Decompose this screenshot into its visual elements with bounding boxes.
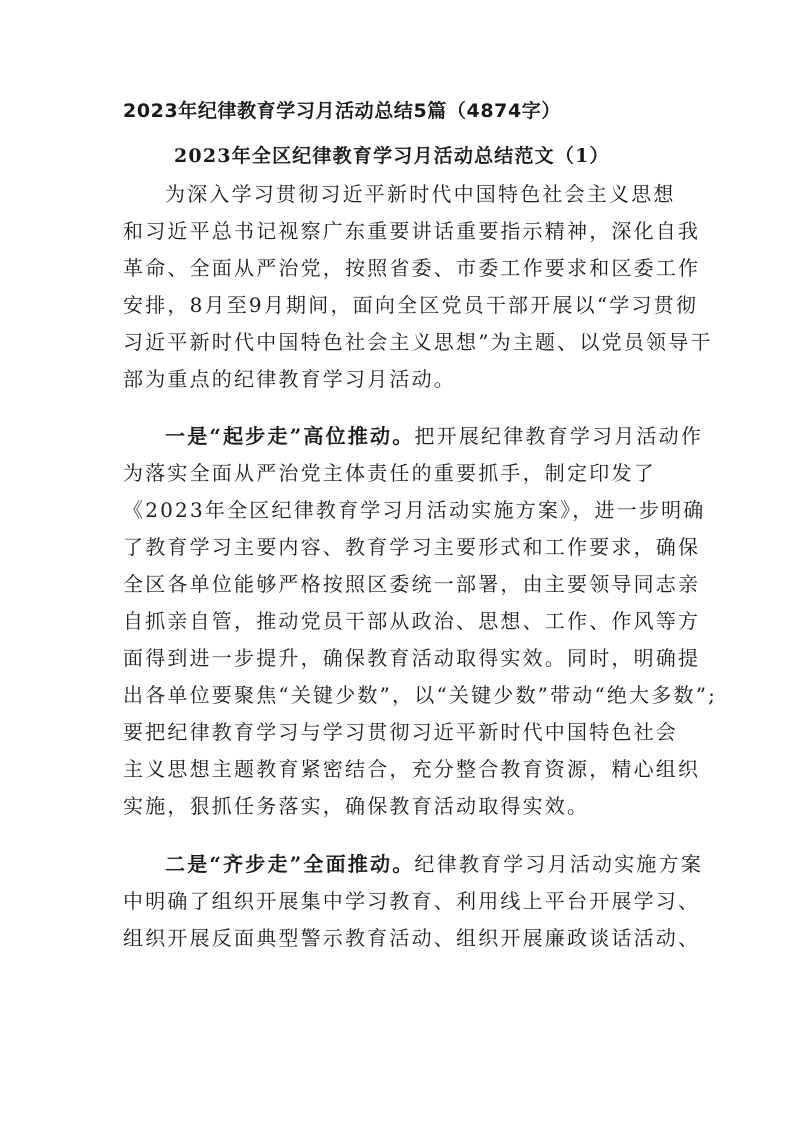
paragraph2-line: 主义思想主题教育紧密结合，充分整合教育资源，精心组织 — [123, 757, 701, 781]
paragraph3-line: 组织开展反面典型警示教育活动、组织开展廉政谈话活动、 — [123, 926, 701, 950]
document-subtitle: 2023年全区纪律教育学习月活动总结范文（1） — [174, 145, 610, 167]
paragraph2-line: 《2023年全区纪律教育学习月活动实施方案》，进一步明确 — [123, 498, 706, 522]
paragraph2-line: 全区各单位能够严格按照区委统一部署，由主要领导同志亲 — [123, 572, 701, 596]
paragraph1-line: 安排，8月至9月期间，面向全区党员干部开展以“学习贯彻 — [123, 293, 699, 317]
paragraph1-line: 和习近平总书记视察广东重要讲话重要指示精神，深化自我 — [123, 219, 701, 243]
paragraph3-heading: 二是“齐步走”全面推动。 — [165, 852, 415, 876]
paragraph2-line: 面得到进一步提升，确保教育活动取得实效。同时，明确提 — [123, 646, 701, 670]
paragraph2-first-line — [165, 424, 703, 448]
paragraph3-first-line-rest: 纪律教育学习月活动实施方案 — [414, 852, 704, 876]
paragraph3-line: 中明确了组织开展集中学习教育、利用线上平台开展学习、 — [123, 889, 701, 913]
paragraph3-first-line — [165, 852, 703, 876]
paragraph2-heading: 一是“起步走”高位推动。 — [165, 424, 415, 448]
paragraph2-line: 为落实全面从严治党主体责任的重要抓手，制定印发了 — [123, 461, 656, 485]
paragraph1-line: 部为重点的纪律教育学习月活动。 — [123, 367, 456, 391]
paragraph2-line: 自抓亲自管，推动党员干部从政治、思想、工作、作风等方 — [123, 609, 701, 633]
paragraph2-first-line-rest: 把开展纪律教育学习月活动作 — [414, 424, 704, 448]
document-title: 2023年纪律教育学习月活动总结5篇（4874字） — [123, 100, 561, 122]
paragraph2-line: 出各单位要聚焦“关键少数”，以“关键少数”带动“绝大多数”; — [123, 683, 718, 707]
paragraph2-line: 了教育学习主要内容、教育学习主要形式和工作要求，确保 — [123, 535, 701, 559]
paragraph1-line: 为深入学习贯彻习近平新时代中国特色社会主义思想 — [165, 182, 676, 206]
paragraph2-line: 实施，狠抓任务落实，确保教育活动取得实效。 — [123, 794, 590, 818]
paragraph1-line: 革命、全面从严治党，按照省委、市委工作要求和区委工作 — [123, 256, 701, 280]
paragraph2-line: 要把纪律教育学习与学习贯彻习近平新时代中国特色社会 — [123, 720, 678, 744]
paragraph1-line: 习近平新时代中国特色社会主义思想”为主题、以党员领导干 — [123, 330, 713, 354]
